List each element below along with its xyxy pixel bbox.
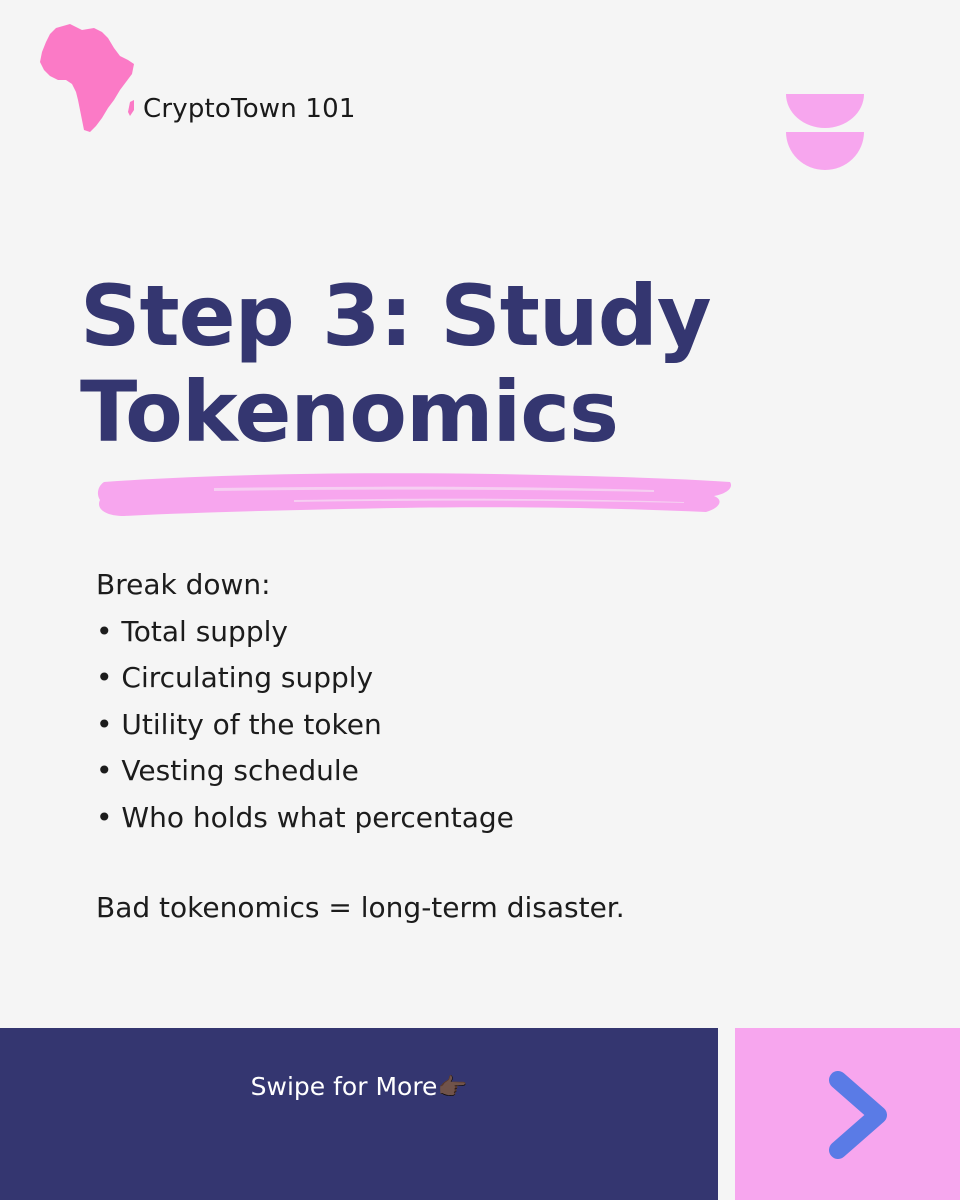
title-line-2: Tokenomics [80, 363, 619, 461]
swipe-text: Swipe for More [250, 1072, 438, 1101]
page-title [80, 268, 900, 460]
pointing-hand-icon: 👉🏿 [437, 1073, 468, 1101]
africa-map-icon [36, 22, 140, 136]
list-item: • Utility of the token [96, 707, 382, 741]
swipe-label [0, 1072, 718, 1101]
list-item: • Total supply [96, 614, 288, 648]
body-text [96, 562, 856, 932]
list-item: • Vesting schedule [96, 754, 359, 787]
title-line-1: Step 3: Study [80, 267, 711, 365]
brand-name: CryptoTown 101 [143, 94, 356, 124]
brush-stroke-underline [94, 468, 736, 522]
list-item: • Circulating supply [96, 661, 374, 694]
half-circles-icon [784, 94, 866, 174]
intro-text: Break down: [96, 568, 271, 601]
next-button[interactable] [735, 1028, 960, 1200]
list-item: • Who holds what percentage [96, 800, 514, 834]
footer-banner [0, 1028, 718, 1200]
closing-text: Bad tokenomics = long-term disaster. [96, 891, 625, 924]
